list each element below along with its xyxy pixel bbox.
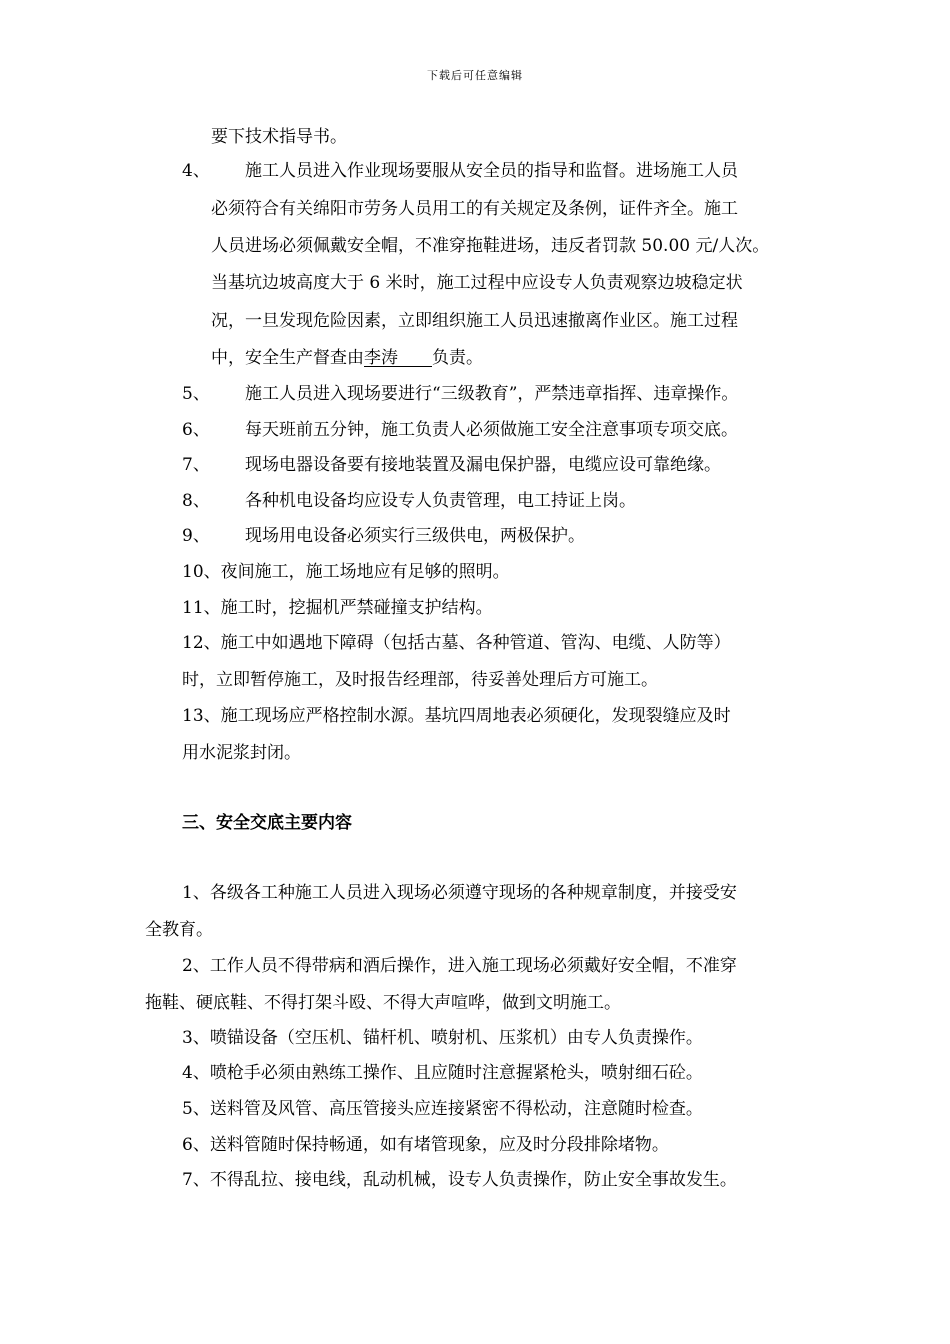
item-9-text: 现场用电设备必须实行三级供电，两极保护。 [245,526,585,546]
item-8-number: 8、 [182,491,210,511]
rule-2-text: 2、工作人员不得带病和酒后操作，进入施工现场必须戴好安全帽，不准穿 [182,956,737,976]
item-7-text: 现场电器设备要有接地装置及漏电保护器，电缆应设可靠绝缘。 [245,455,721,475]
item-4-line-2: 必须符合有关绵阳市劳务人员用工的有关规定及条例，证件齐全。施工 [211,199,738,219]
rule-3-text: 3、喷锚设备（空压机、锚杆机、喷射机、压浆机）由专人负责操作。 [182,1028,703,1048]
item-4-line-5: 况，一旦发现危险因素，立即组织施工人员迅速撤离作业区。施工过程 [211,311,738,331]
item-4-number: 4、 [182,161,210,181]
item-3-continuation: 要下技术指导书。 [211,127,347,147]
item-6-text: 每天班前五分钟，施工负责人必须做施工安全注意事项专项交底。 [245,420,738,440]
rule-1-text: 1、各级各工种施工人员进入现场必须遵守现场的各种规章制度，并接受安 [182,883,737,903]
rule-1-continuation: 全教育。 [145,920,213,940]
item-13-text: 13、施工现场应严格控制水源。基坑四周地表必须硬化，发现裂缝应及时 [182,706,731,726]
rule-5-text: 5、送料管及风管、高压管接头应连接紧密不得松动，注意随时检查。 [182,1099,703,1119]
item-13-continuation: 用水泥浆封闭。 [182,743,301,763]
item-10-text: 10、夜间施工，施工场地应有足够的照明。 [182,562,510,582]
item-9-number: 9、 [182,526,210,546]
item-4-last-post: 负责。 [432,348,483,368]
item-11-text: 11、施工时，挖掘机严禁碰撞支护结构。 [182,598,493,618]
section-title: 三、安全交底主要内容 [182,813,352,833]
rule-4-text: 4、喷枪手必须由熟练工操作、且应随时注意握紧枪头，喷射细石砼。 [182,1063,703,1083]
item-7-number: 7、 [182,455,210,475]
item-4-line-1: 施工人员进入作业现场要服从安全员的指导和监督。进场施工人员 [245,161,738,181]
rule-6-text: 6、送料管随时保持畅通，如有堵管现象，应及时分段排除堵物。 [182,1135,669,1155]
item-12-text: 12、施工中如遇地下障碍（包括古墓、各种管道、管沟、电缆、人防等） [182,633,731,653]
item-4-last-pre: 中，安全生产督查由 [211,348,364,368]
item-4-line-6 [211,346,483,370]
item-12-continuation: 时，立即暂停施工，及时报告经理部，待妥善处理后方可施工。 [182,670,658,690]
item-6-number: 6、 [182,420,210,440]
item-4-line-3: 人员进场必须佩戴安全帽，不准穿拖鞋进场，违反者罚款 50.00 元/人次。 [211,236,770,256]
supervisor-name: 李涛 [364,348,432,368]
item-8-text: 各种机电设备均应设专人负责管理，电工持证上岗。 [245,491,636,511]
item-5-number: 5、 [182,384,210,404]
page-header: 下载后可任意编辑 [427,69,523,82]
rule-2-continuation: 拖鞋、硬底鞋、不得打架斗殴、不得大声喧哗，做到文明施工。 [145,993,621,1013]
item-5-text: 施工人员进入现场要进行“三级教育”，严禁违章指挥、违章操作。 [245,384,739,404]
item-4-line-4: 当基坑边坡高度大于 6 米时，施工过程中应设专人负责观察边坡稳定状 [211,273,743,293]
rule-7-text: 7、不得乱拉、接电线，乱动机械，设专人负责操作，防止安全事故发生。 [182,1170,737,1190]
